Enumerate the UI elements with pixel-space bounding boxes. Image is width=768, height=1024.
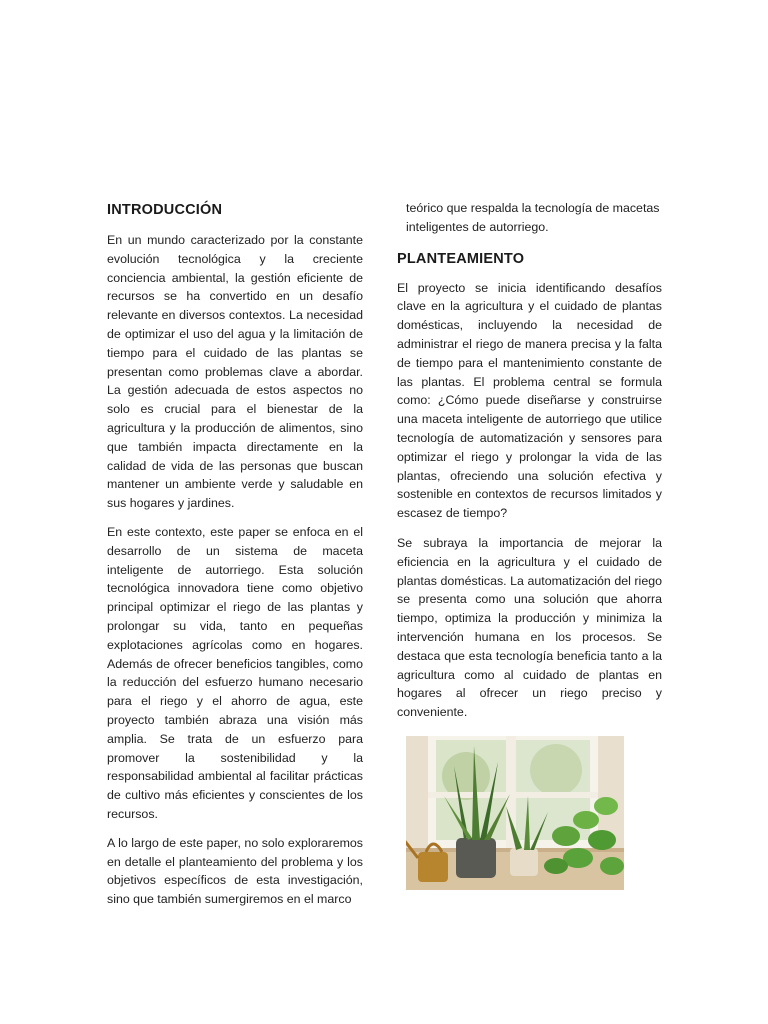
planteamiento-heading: PLANTEAMIENTO	[397, 250, 525, 267]
planteamiento-paragraph-1: El proyecto se inicia identificando desafíos clave en la agricultura y el cuidado de plantas domésticas, incluyendo la necesidad de administrar el riego de manera precisa y la falta de tiempo para el mantenimiento constante de las plantas. El problema central se formula como: ¿Cómo puede diseñarse y construirse una maceta inteligente de autorriego que utilice tecnología de automatización y sensores para optimizar el riego y prolongar la vida de las plantas, ofreciendo una solución efectiva y sostenible en contextos de recursos limitados y escasez de tiempo?	[397, 280, 662, 521]
intro-continuation: teórico que respalda la tecnología de macetas inteligentes de autorriego.	[406, 201, 660, 234]
intro-paragraph-1: En un mundo caracterizado por la constante evolución tecnológica y la creciente conciencia ambiental, la gestión eficiente de recursos se ha convertido en un desafío relevante en diversos contextos. La necesidad de optimizar el uso del agua y la limitación de tiempo para el cuidado de las plantas se presentan como problemas clave a abordar. La gestión adecuada de estos aspectos no solo es crucial para el bienestar de la agricultura y la producción de alimentos, sino que también impacta directamente en la calidad de vida de las personas que buscan mantener un ambiente verde y saludable en sus hogares y jardines.	[107, 233, 363, 511]
intro-heading: INTRODUCCIÓN	[107, 202, 223, 218]
intro-paragraph-2: En este contexto, este paper se enfoca en el desarrollo de un sistema de maceta inteligente de autorriego. Esta solución tecnológica innovadora tiene como objetivo principal optimizar el riego de las plantas y prolongar su vida, tanto en pequeñas explotaciones agrícolas como en hogares. Además de ofrecer beneficios tangibles, como la reducción del esfuerzo humano necesario para el riego y el ahorro de agua, este proyecto también abraza una visión más amplia. Se trata de un esfuerzo para promover la sostenibilidad y la responsabilidad ambiental al facilitar prácticas de cultivo más eficientes y conscientes de los recursos.	[107, 524, 363, 821]
planteamiento-paragraph-2: Se subraya la importancia de mejorar la eficiencia en la agricultura y el cuidado de plantas domésticas. La automatización del riego se presenta como una solución que ahorra tiempo, optimiza la producción y minimiza la intervención humana en los procesos. Se destaca que esta tecnología beneficia tanto a la agricultura como al cuidado de plantas en hogares al ofrecer un riego preciso y conveniente.	[397, 535, 662, 720]
right-column	[397, 199, 662, 733]
houseplants-photo	[406, 736, 624, 890]
left-column	[107, 202, 363, 919]
intro-paragraph-3: A lo largo de este paper, no solo exploraremos en detalle el planteamiento del problema y los objetivos específicos de esta investigación, sino que también sumergiremos en el marco	[107, 835, 363, 907]
houseplants-illustration	[406, 736, 624, 890]
